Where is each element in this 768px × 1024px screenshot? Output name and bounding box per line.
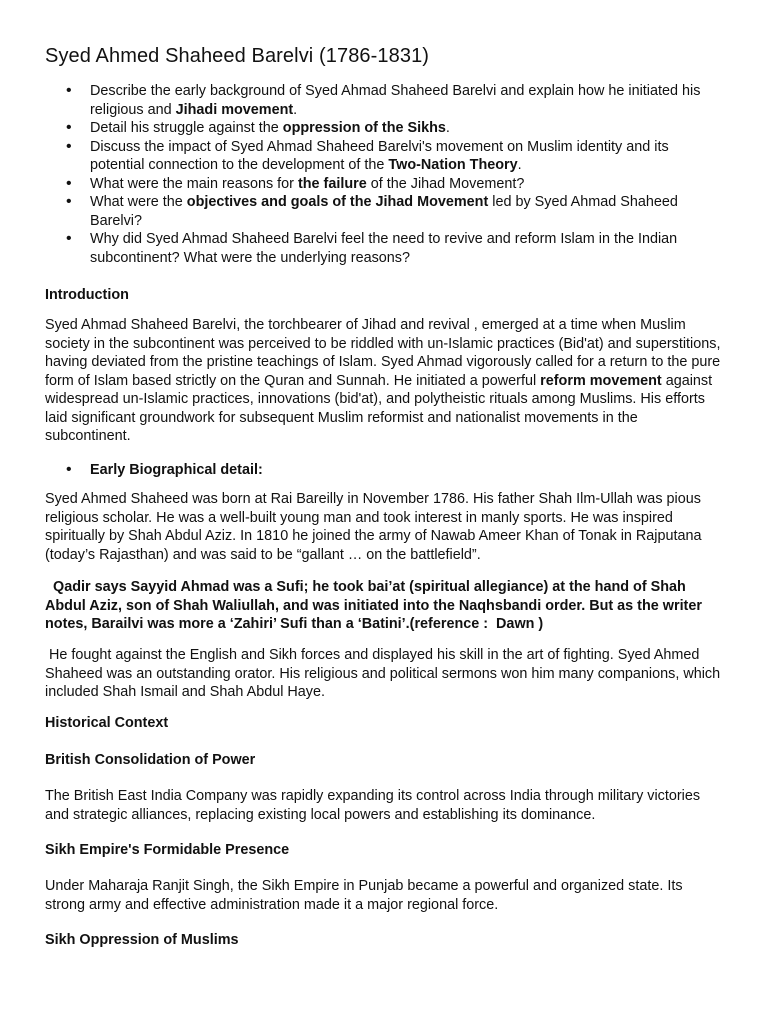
early-bio-heading: • Early Biographical detail: [66,461,263,478]
list-item: • What were the main reasons for the failure of the Jihad Movement? [45,175,724,194]
list-item: • Why did Syed Ahmad Shaheed Barelvi feel the need to revive and reform Islam in the Indian subcontinent? What were the underlying reasons? [45,230,724,267]
section-heading-sikh-empire: Sikh Empire's Formidable Presence [45,842,290,858]
question-list [45,82,724,267]
section-text-british: The British East India Company was rapidly expanding its control across India through military victories and strategic alliances, replacing existing local powers and establishing its dominance. [45,788,701,823]
early-bio-paragraph: Syed Ahmed Shaheed was born at Rai Bareilly in November 1786. His father Shah Ilm-Ullah was pious religious scholar. He was a well-built young man and took interest in manly sports. He was inspired spiritually by Shah Abdul Aziz. In 1810 he joined the army of Nawab Ameer Khan of Tonak in Rajputana (today’s Rajasthan) and was said to be “gallant … on the battlefield”. [45,491,702,563]
bullet-icon: • [66,461,72,478]
list-item: • Detail his struggle against the oppression of the Sikhs. [45,119,724,138]
list-item: • Describe the early background of Syed Ahmad Shaheed Barelvi and explain how he initiated his religious and Jihadi movement. [45,82,724,119]
sufi-paragraph: Qadir says Sayyid Ahmad was a Sufi; he took bai’at (spiritual allegiance) at the hand of Shah Abdul Aziz, son of Shah Waliullah, and was initiated into the Naqhsbandi order. But as the writer notes, Barailvi was more a ‘Zahiri’ Sufi than a ‘Batini’.(reference : Dawn ) [45,579,706,632]
fighting-paragraph: He fought against the English and Sikh forces and displayed his skill in the art of fighting. Syed Ahmed Shaheed was an outstanding orator. His religious and political sermons won him many companions, which included Shah Ismail and Shah Abdul Haye. [45,647,725,700]
page-title: Syed Ahmed Shaheed Barelvi (1786-1831) [45,45,430,67]
introduction-heading: Introduction [45,287,129,303]
list-item: • What were the objectives and goals of the Jihad Movement led by Syed Ahmad Shaheed Barelvi? [45,193,724,230]
section-heading-sikh-oppression: Sikh Oppression of Muslims [45,932,239,948]
section-heading-british: British Consolidation of Power [45,752,256,768]
historical-context-heading: Historical Context [45,715,169,731]
introduction-paragraph: Syed Ahmad Shaheed Barelvi, the torchbearer of Jihad and revival , emerged at a time when Muslim society in the subcontinent was perceived to be riddled with un-Islamic practices (Bid'at) and superstitions, having deviated from the pristine teachings of Islam. Syed Ahmad vigorously called for a return to the pure form of Islam based strictly on the Quran and Sunnah. He initiated a powerful reform movement against widespread un-Islamic practices, innovations (bid'at), and polytheistic rituals among Muslims. His efforts laid significant groundwork for subsequent Muslim reformist and nationalist movements in the subcontinent. [45,317,721,444]
section-text-sikh-empire: Under Maharaja Ranjit Singh, the Sikh Empire in Punjab became a powerful and organized state. Its strong army and effective administration made it a major regional force. [45,878,683,913]
list-item: • Discuss the impact of Syed Ahmad Shaheed Barelvi's movement on Muslim identity and its potential connection to the development of the Two-Nation Theory. [45,138,724,175]
